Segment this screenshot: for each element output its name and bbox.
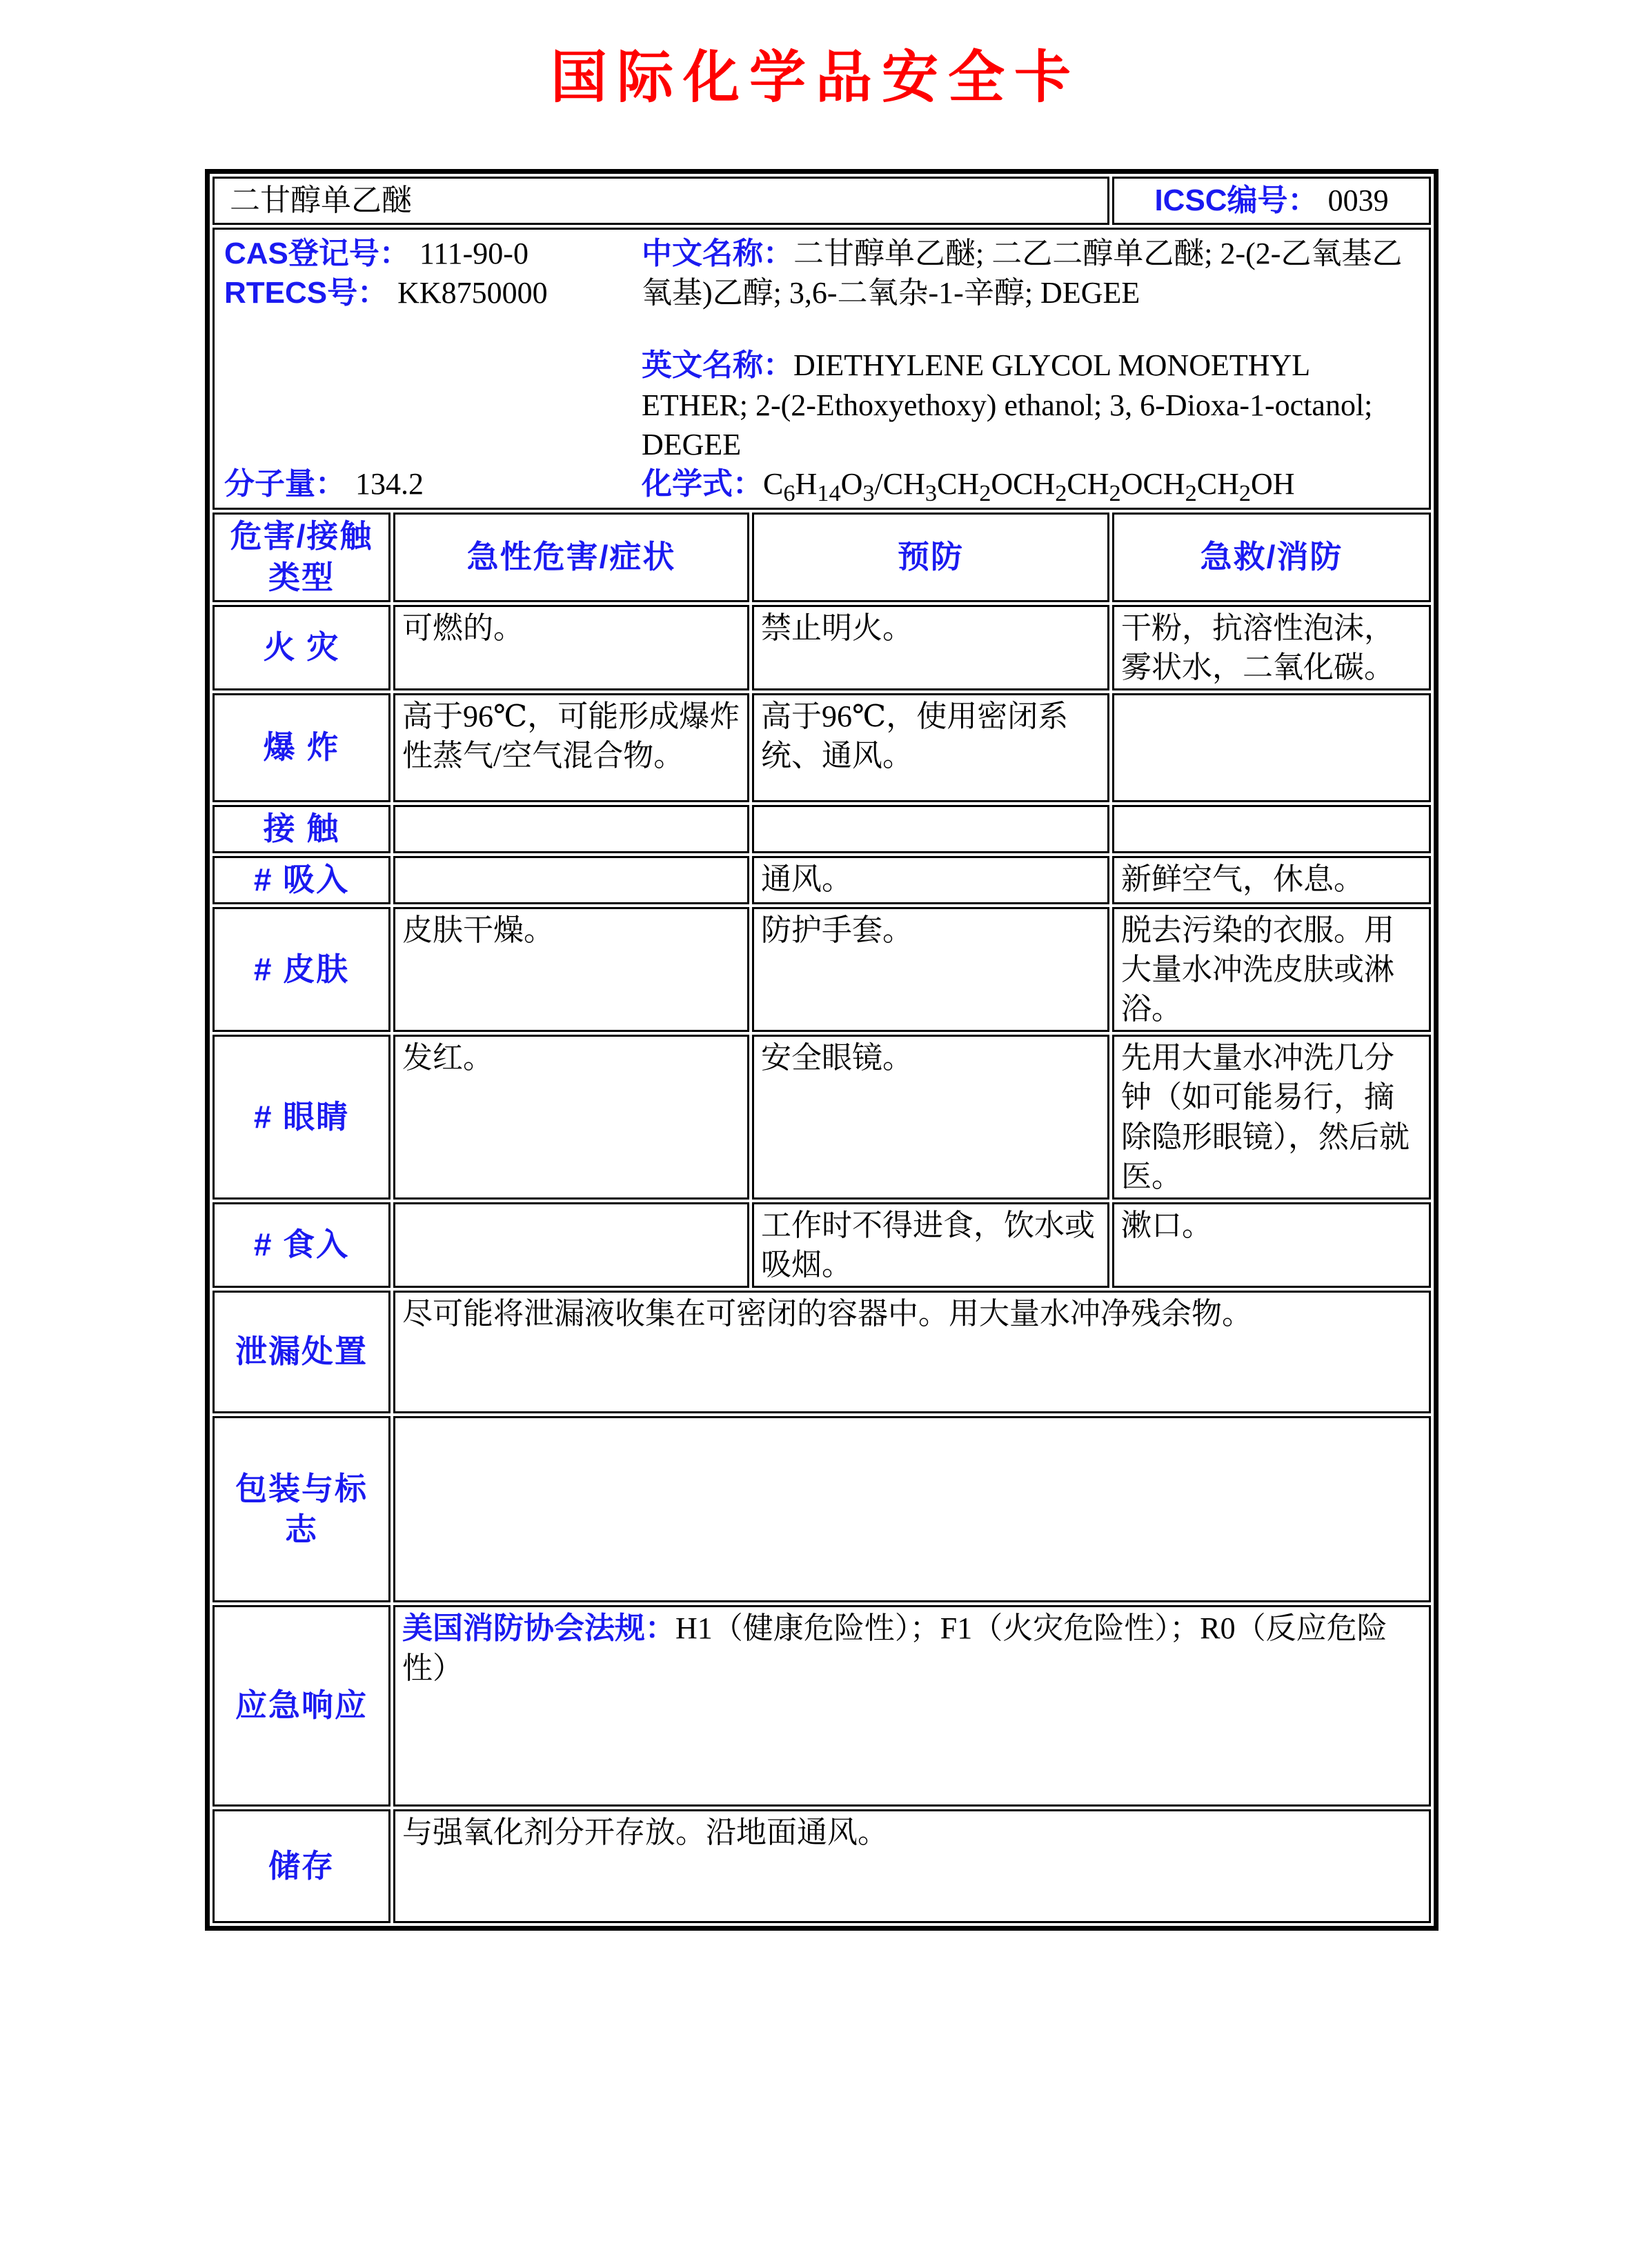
chinese-name-value: 二甘醇单乙醚; 二乙二醇单乙醚; 2-(2-乙氧基乙氧基)乙醇; 3,6-二氧杂-1-辛醇; DEGEE xyxy=(642,237,1403,310)
row-packaging-label: 包装与标志 xyxy=(212,1416,391,1602)
row-ingestion-prevention: 工作时不得进食，饮水或吸烟。 xyxy=(752,1202,1109,1288)
row-inhalation-label: # 吸入 xyxy=(212,856,391,904)
top-band-row xyxy=(212,177,1431,225)
identification-row xyxy=(212,228,1431,510)
cas-value: 111-90-0 xyxy=(419,237,528,270)
row-storage-content: 与强氧化剂分开存放。沿地面通风。 xyxy=(393,1809,1431,1923)
header-prevention: 预防 xyxy=(752,513,1109,602)
row-explosion-symptoms: 高于96℃，可能形成爆炸性蒸气/空气混合物。 xyxy=(393,693,749,802)
header-first-aid-fire: 急救/消防 xyxy=(1112,513,1431,602)
row-skin xyxy=(212,907,1431,1033)
formula-line xyxy=(642,464,1419,504)
icsc-card-table xyxy=(205,169,1439,1931)
row-eyes xyxy=(212,1035,1431,1200)
row-spillage-disposal xyxy=(212,1291,1431,1413)
identification-cell xyxy=(212,228,1431,510)
rtecs-label: RTECS号： xyxy=(224,276,388,310)
row-explosion-label: 爆 炸 xyxy=(212,693,391,802)
header-acute-symptoms: 急性危害/症状 xyxy=(393,513,749,602)
row-ingestion xyxy=(212,1202,1431,1288)
row-contact xyxy=(212,805,1431,853)
nfpa-code-label: 美国消防协会法规： xyxy=(402,1611,675,1646)
cas-label: CAS登记号： xyxy=(224,237,410,270)
row-emergency-response xyxy=(212,1605,1431,1807)
row-skin-symptoms: 皮肤干燥。 xyxy=(393,907,749,1033)
row-ingestion-response: 漱口。 xyxy=(1112,1202,1431,1288)
row-packaging-labelling xyxy=(212,1416,1431,1602)
chinese-name-label: 中文名称： xyxy=(642,237,793,270)
chemical-name-cell: 二甘醇单乙醚 xyxy=(212,177,1109,225)
row-skin-prevention: 防护手套。 xyxy=(752,907,1109,1033)
rtecs-line xyxy=(224,273,642,312)
row-ingestion-symptoms xyxy=(393,1202,749,1288)
cas-line xyxy=(224,234,642,273)
row-contact-prevention xyxy=(752,805,1109,853)
row-contact-response xyxy=(1112,805,1431,853)
row-inhalation-response: 新鲜空气，休息。 xyxy=(1112,856,1431,904)
row-ingestion-label: # 食入 xyxy=(212,1202,391,1288)
identification-left-column xyxy=(224,234,642,504)
hazard-table-header-row xyxy=(212,513,1431,602)
icsc-number: 0039 xyxy=(1327,183,1389,218)
row-fire-label: 火 灾 xyxy=(212,605,391,690)
row-eyes-response: 先用大量水冲洗几分钟（如可能易行，摘除隐形眼镜），然后就医。 xyxy=(1112,1035,1431,1200)
row-fire-response: 干粉，抗溶性泡沫，雾状水，二氧化碳。 xyxy=(1112,605,1431,690)
row-storage xyxy=(212,1809,1431,1923)
nfpa-code-value: H1（健康危险性）；F1（火灾危险性）；R0（反应危险性） xyxy=(402,1611,1387,1685)
english-name-label: 英文名称： xyxy=(642,348,793,383)
row-inhalation-prevention: 通风。 xyxy=(752,856,1109,904)
row-eyes-symptoms: 发红。 xyxy=(393,1035,749,1200)
formula-value: $C_6H_{14}O_3/CH_3CH_2OCH_2CH_2OCH_2CH_2OH$ xyxy=(763,466,1295,506)
icsc-document-page xyxy=(0,45,1631,2268)
molecular-weight-label: 分子量： xyxy=(224,466,346,501)
row-skin-response: 脱去污染的衣服。用大量水冲洗皮肤或淋浴。 xyxy=(1112,907,1431,1033)
formula-label: 化学式： xyxy=(642,466,763,501)
identification-layout xyxy=(224,234,1419,504)
chinese-name-line xyxy=(642,234,1419,312)
spacer xyxy=(224,312,642,464)
molecular-weight-line xyxy=(224,464,642,504)
row-eyes-prevention: 安全眼镜。 xyxy=(752,1035,1109,1200)
row-contact-label: 接 触 xyxy=(212,805,391,853)
icsc-label: ICSC编号： xyxy=(1154,183,1318,218)
row-packaging-content xyxy=(393,1416,1431,1602)
row-inhalation-symptoms xyxy=(393,856,749,904)
row-explosion-response xyxy=(1112,693,1431,802)
row-explosion xyxy=(212,693,1431,802)
icsc-number-cell xyxy=(1112,177,1431,225)
row-contact-symptoms xyxy=(393,805,749,853)
row-emergency-content xyxy=(393,1605,1431,1807)
molecular-weight-value: 134.2 xyxy=(355,466,424,501)
row-spillage-content: 尽可能将泄漏液收集在可密闭的容器中。用大量水冲净残余物。 xyxy=(393,1291,1431,1413)
row-fire-symptoms: 可燃的。 xyxy=(393,605,749,690)
row-inhalation xyxy=(212,856,1431,904)
identification-right-column xyxy=(642,234,1419,504)
row-skin-label: # 皮肤 xyxy=(212,907,391,1033)
rtecs-value: KK8750000 xyxy=(397,276,548,310)
english-name-line xyxy=(642,346,1419,464)
row-eyes-label: # 眼睛 xyxy=(212,1035,391,1200)
row-fire xyxy=(212,605,1431,690)
header-hazard-type: 危害/接触类型 xyxy=(212,513,391,602)
row-explosion-prevention: 高于96℃，使用密闭系统、通风。 xyxy=(752,693,1109,802)
english-name-value: DIETHYLENE GLYCOL MONOETHYL ETHER; 2-(2-Ethoxyethoxy) ethanol; 3, 6-Dioxa-1-octanol; DEGEE xyxy=(642,348,1373,461)
row-fire-prevention: 禁止明火。 xyxy=(752,605,1109,690)
row-emergency-label: 应急响应 xyxy=(212,1605,391,1807)
row-storage-label: 储存 xyxy=(212,1809,391,1923)
page-title: 国际化学品安全卡 xyxy=(550,45,1080,110)
row-spillage-label: 泄漏处置 xyxy=(212,1291,391,1413)
